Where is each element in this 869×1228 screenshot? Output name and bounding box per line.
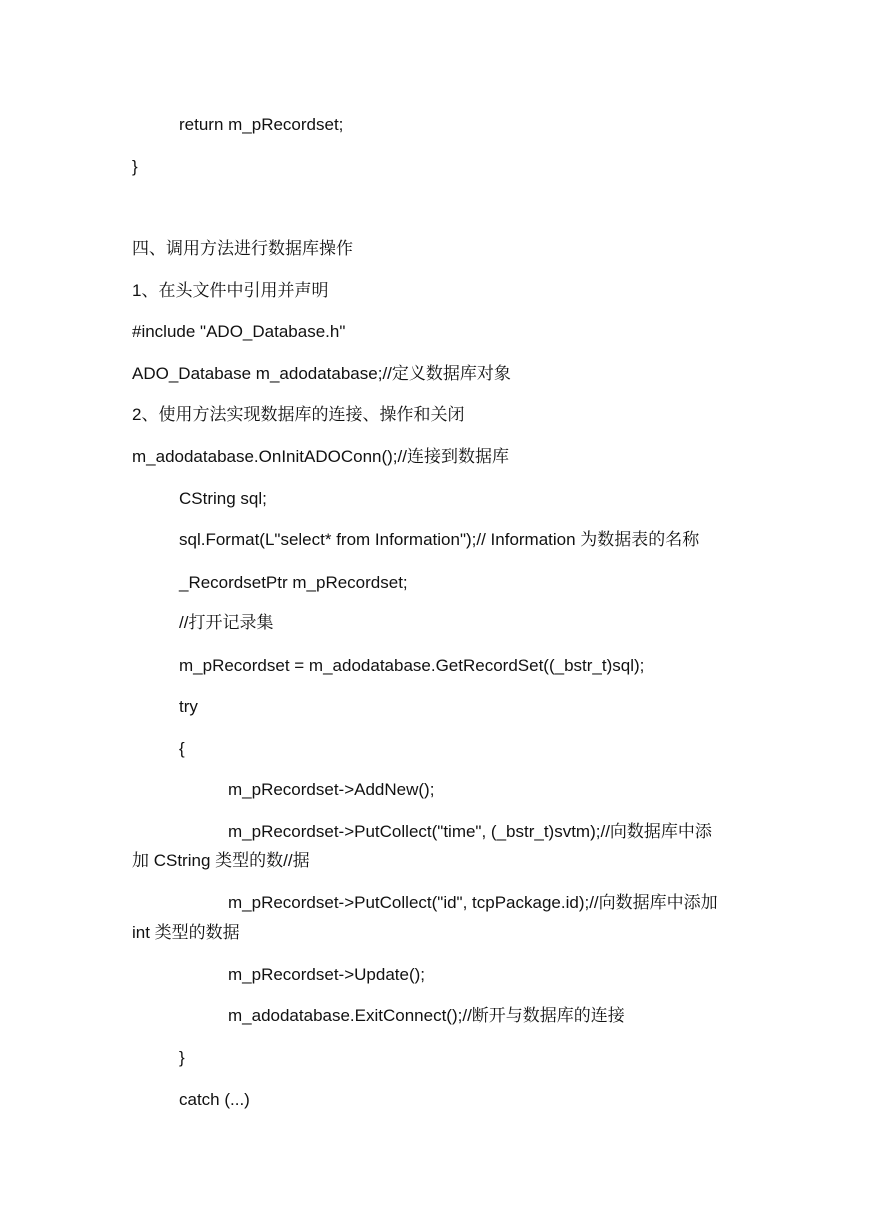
code-line: return m_pRecordset;: [179, 115, 344, 134]
code-line: }: [132, 157, 138, 176]
step-heading: 1、在头文件中引用并声明: [132, 281, 329, 300]
code-line-continuation: 加 CString 类型的数//据: [132, 851, 310, 870]
code-line: m_pRecordset->PutCollect("id", tcpPackage.id);//向数据库中添加: [228, 893, 718, 912]
code-line: m_pRecordset->PutCollect("time", (_bstr_t)svtm);//向数据库中添: [228, 822, 712, 841]
code-line: sql.Format(L"select* from Information");// Information 为数据表的名称: [179, 530, 700, 549]
section-heading: 四、调用方法进行数据库操作: [132, 239, 353, 258]
code-comment: //打开记录集: [179, 613, 274, 632]
code-line: #include "ADO_Database.h": [132, 322, 346, 341]
code-line-continuation: int 类型的数据: [132, 923, 240, 942]
code-line: m_adodatabase.OnInitADOConn();//连接到数据库: [132, 447, 509, 466]
code-line: try: [179, 697, 198, 716]
code-line: _RecordsetPtr m_pRecordset;: [179, 573, 408, 592]
code-line: }: [179, 1048, 185, 1067]
code-line: m_pRecordset = m_adodatabase.GetRecordSet((_bstr_t)sql);: [179, 656, 645, 675]
code-line: CString sql;: [179, 489, 267, 508]
code-line: m_pRecordset->AddNew();: [228, 780, 435, 799]
code-line: ADO_Database m_adodatabase;//定义数据库对象: [132, 364, 511, 383]
code-line: m_adodatabase.ExitConnect();//断开与数据库的连接: [228, 1006, 625, 1025]
step-heading: 2、使用方法实现数据库的连接、操作和关闭: [132, 405, 465, 424]
code-line: m_pRecordset->Update();: [228, 965, 426, 984]
code-line: catch (...): [179, 1090, 250, 1109]
code-line: {: [179, 739, 185, 758]
